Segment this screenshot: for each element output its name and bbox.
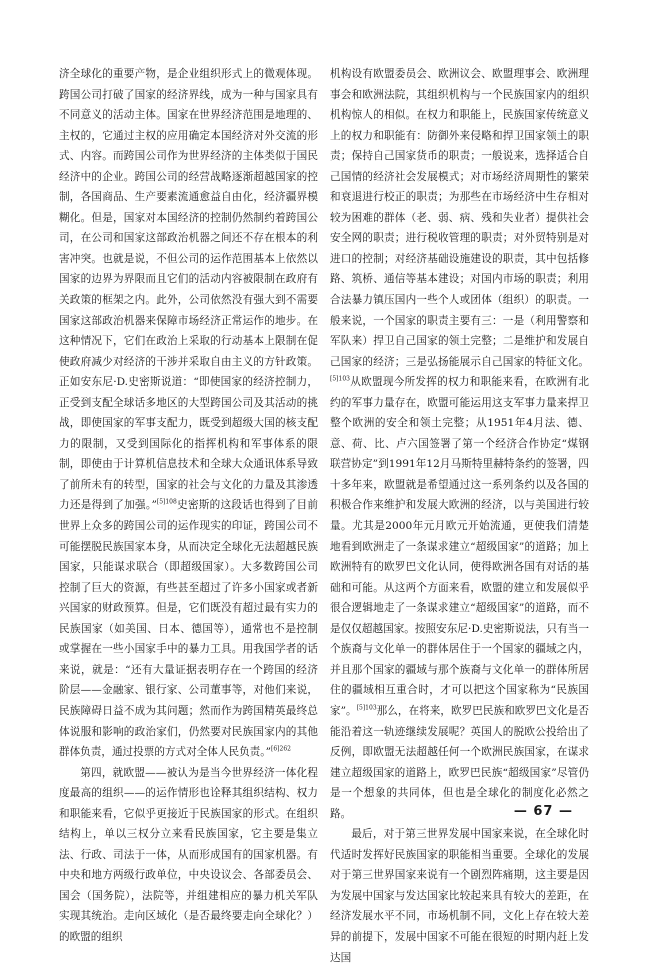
left-paragraph-1 bbox=[59, 64, 318, 763]
citation-superscript: [5]103 bbox=[330, 375, 350, 383]
citation-superscript: [5]103 bbox=[356, 704, 377, 712]
left-paragraph-2: 第四，就欧盟——被认为是当今世界经济一体化程度最高的组织——的运作情形也诠释其组织结构、权力和职能来看，它似乎更接近于民族国家的形式。在组织结构上，单以三权分立来看民族国家，它主要是集立法、行政、司法于一体，从而形成国有的国家机器。有中央和地方两级行政单位，中央设议会、各部委员会、国会（国务院），法院等，并组建相应的暴力机关军队实现其统治。走向区域化（是否最终要走向全球化？）的欧盟的组织 bbox=[59, 766, 318, 943]
paragraph-text: 机构设有欧盟委员会、欧洲议会、欧盟理事会、欧洲理事会和欧洲法院，其组织机构与一个民族国家内的组织机构惊人的相似。在权力和职能上，民族国家传统意义上的权力和职能有：防御外来侵略和捍卫国家领土的职责；保持自己国家货币的职责；一般说来，选择适合自己国情的经济社会发展模式；对市场经济周期性的繁荣和衰退进行校正的职责；为那些在市场经济中生存相对较为困难的群体（老、弱、病、残和失业者）提供社会安全网的职责；进行税收管理的职责；对外贸特别是对进口的控制；对经济基础设施建设的职责，其中包括修路、筑桥、通信等基本建设；对国内市场的职责；利用合法暴力镇压国内一些个人或团体（组织）的职责。一般来说，一个国家的职责主要有三：一是（利用警察和军队来）捍卫自己国家的领土完整；二是维护和发展自己国家的经济；三是弘扬能展示自己国家的特征文化。 bbox=[330, 68, 589, 368]
citation-superscript: [6]262 bbox=[271, 745, 291, 753]
right-paragraph-1 bbox=[330, 64, 589, 824]
paragraph-text: 济全球化的重要产物，是企业组织形式上的微观体现。跨国公司打破了国家的经济界线，成为一种与国家具有不同意义的活动主体。国家在世界经济范围是地理的、主权的，它通过主权的应用确定本国经济对外交流的形式、内容。而跨国公司作为世界经济的主体类似于国民经济中的企业。跨国公司的经营战略逐渐超越国家的控制，各国商品、生产要素流通愈益自由化，经济疆界模糊化。但是，国家对本国经济的控制仍然制约着跨国公司，在公司和国家这部政治机器之间还不存在根本的利害冲突。也就是说，不但公司的运作范围基本上依然以国家的边界为界限而且它们的活动内容被限制在政府有关政策的框架之内。此外，公司依然没有强大到不需要国家这部政治机器来保障市场经济正常运作的地步。在这种情况下，它们在政治上采取的行动基本上限制在促使政府减少对经济的干涉并采取自由主义的方针政策。正如安东尼·D.史密斯说道：“即使国家的经济控制力，正受到支配全球话多地区的大型跨国公司及其活动的挑战，即使国家的军事支配力，既受到超级大国的核支配力的限制，又受到国际化的指挥机构和军事体系的限制，即使由于计算机信息技术和全球大众通讯体系导致了前所未有的转型，国家的社会与文化的力量及其渗透力还是得到了加强。” bbox=[59, 68, 318, 512]
citation-superscript: [5]108 bbox=[156, 498, 177, 506]
right-column bbox=[330, 64, 589, 968]
paragraph-text: 史密斯的这段话也得到了目前世界上众多的跨国公司的运作现实的印证，跨国公司不可能摆脱民族国家本身，从而决定全球化无法超越民族国家，只能谋求联合（即超级国家）。大多数跨国公司控制了巨大的资源，有些甚至超过了许多小国家或者新兴国家的财政预算。但是，它们既没有超过最有实力的民族国家（如美国、日本、德国等），通常也不是控制或掌握在一些小国家手中的暴力工具。用我国学者的话来说，就是：“还有大量证据表明存在一个跨国的经济阶层——金融家、银行家、公司董事等，对他们来说，民族障碍日益不成为其问题；然而作为跨国精英最终总体说服和影响的政治家们，仍然要对民族国家内的其他群体负责，通过投票的方式对全体人民负责。” bbox=[59, 499, 318, 759]
page-number: — 67 — bbox=[513, 804, 573, 819]
left-column bbox=[59, 64, 318, 948]
right-paragraph-2: 最后，对于第三世界发展中国家来说，在全球化时代适时发挥好民族国家的职能相当重要。全球化的发展对于第三世界国家来说有一个剧烈阵痛期，这主要是因为发展中国家与发达国家比较起来具有较大的差距，在经济发展水平不同，市场机制不同，文化上存在较大差异的前提下，发展中国家不可能在很短的时期内赶上发达国 bbox=[330, 828, 589, 964]
paragraph-text: 那么，在将来，欧罗巴民族和欧罗巴文化是否能沿着这一轨迹继续发展呢？英国人的脱欧公投给出了反例，即欧盟无法超越任何一个欧洲民族国家，在谋求建立超级国家的道路上，欧罗巴民族“超级国家”尽管仍是一个想象的共同体，但也是全球化的制度化必然之路。 bbox=[330, 704, 590, 820]
paragraph-text: 从欧盟现今所发挥的权力和职能来看，在欧洲有北约的军事力量存在，欧盟可能运用这支军事力量来捍卫整个欧洲的安全和领土完整；从1951年4月法、德、意、荷、比、卢六国签署了第一个经济合作协定“煤钢联营协定”到1991年12月马斯特里赫特条约的签署，四十多年来，欧盟就是希望通过这一系列条约以及各国的积极合作来维护和发展大欧洲的经济，以与美国进行较量。尤其是2000年元月欧元开始流通，更使我们清楚地看到欧洲走了一条谋求建立“超级国家”的道路；加上欧洲特有的欧罗巴文化认同，使得欧洲各国有对话的基础和可能。从这两个方面来看，欧盟的建立和发展似乎很合逻辑地走了一条谋求建立“超级国家”的道路，而不是仅仅超越国家。按照安东尼·D.史密斯说法，只有当一个族裔与文化单一的群体居住于一个国家的疆域之内，并且那个国家的疆域与那个族裔与文化单一的群体所居住的疆域相互重合时，才可以把这个国家称为“民族国家”。 bbox=[330, 376, 589, 717]
